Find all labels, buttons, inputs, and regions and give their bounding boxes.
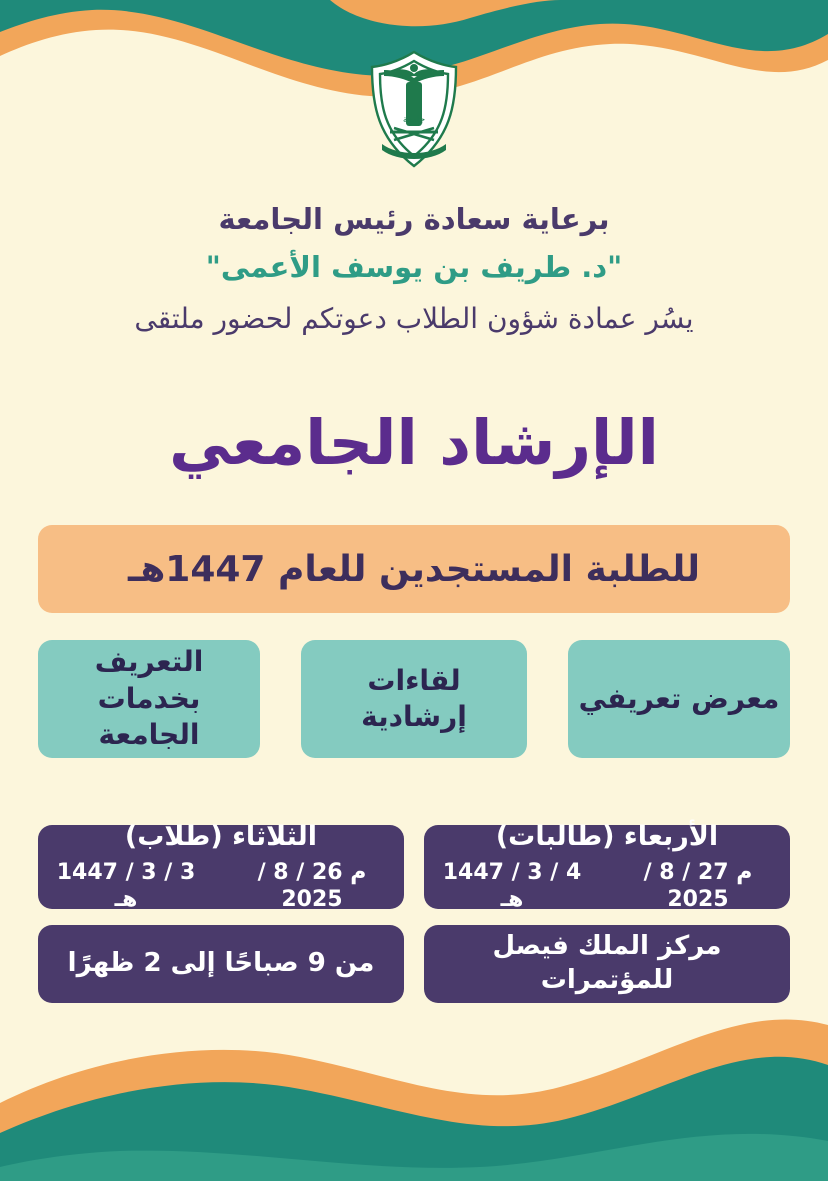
session-hijri-date: 3 / 3 / 1447 هـ [56,859,196,913]
features-row [38,640,790,758]
session-dates [434,859,780,914]
subtitle-banner [38,525,790,613]
event-venue: مركز الملك فيصل للمؤتمرات [492,931,722,995]
page-title: الإرشاد الجامعي [169,406,659,479]
session-card-tuesday [38,821,404,913]
header-block [0,200,828,338]
feature-chip-services: التعريف بخدمات الجامعة [38,640,260,758]
detail-card-time [38,925,404,1003]
detail-card-venue [424,925,790,1003]
patronage-line: برعاية سعادة رئيس الجامعة [218,202,610,236]
rector-name: "د. طريف بن يوسف الأعمى" [205,250,623,285]
session-day-label: الثلاثاء (طلاب) [124,821,318,853]
session-hijri-date: 4 / 3 / 1447 هـ [442,859,582,913]
session-gregorian-date: م 26 / 8 / 2025 [257,859,367,913]
invitation-line: يسُر عمادة شؤون الطلاب دعوتكم لحضور ملتقى [134,302,694,336]
session-card-wednesday [424,821,790,913]
feature-chip-meetings: لقاءات إرشادية [301,640,527,758]
feature-chip-exhibition: معرض تعريفي [568,640,790,758]
session-gregorian-date: م 27 / 8 / 2025 [643,859,753,913]
bottom-wave-decoration [0,991,828,1181]
event-time: من 9 صباحًا إلى 2 ظهرًا [67,948,375,979]
logo-container [0,46,828,174]
session-day-label: الأربعاء (طالبات) [495,821,719,853]
subtitle-text: للطلبة المستجدين للعام 1447هـ [128,548,700,590]
svg-text:جامعة: جامعة [402,115,426,125]
info-cards-grid [38,821,790,1003]
session-dates [48,859,394,914]
university-logo-icon [360,46,468,174]
